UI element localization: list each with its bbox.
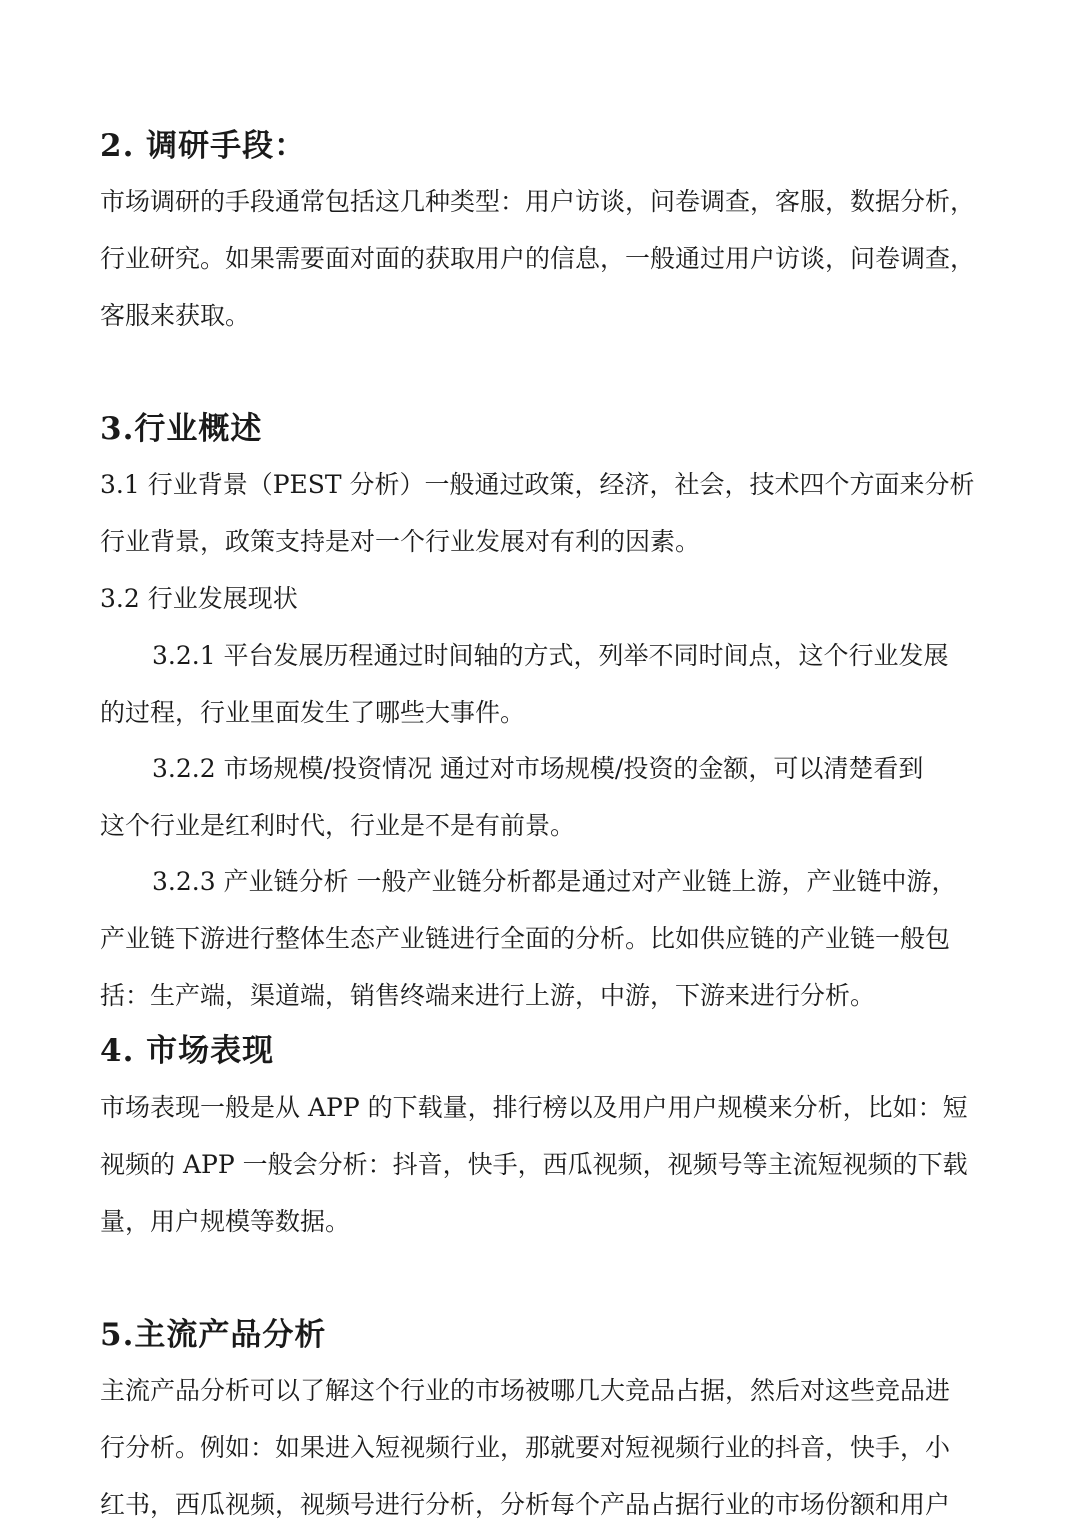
paragraph-line: 产业链下游进行整体生态产业链进行全面的分析。比如供应链的产业链一般包 <box>100 924 951 953</box>
paragraph-line: 这个行业是红利时代，行业是不是有前景。 <box>100 811 576 840</box>
paragraph-line: 行分析。例如：如果进入短视频行业，那就要对短视频行业的抖音，快手，小 <box>100 1433 951 1462</box>
paragraph-line: 市场表现一般是从 APP 的下载量，排行榜以及用户用户规模来分析，比如：短 <box>100 1093 968 1122</box>
section-5-heading: 5.主流产品分析 <box>100 1317 327 1353</box>
paragraph-line: 行业背景，政策支持是对一个行业发展对有利的因素。 <box>100 527 701 556</box>
paragraph-line: 括：生产端，渠道端，销售终端来进行上游，中游，下游来进行分析。 <box>100 981 876 1010</box>
paragraph-line: 3.2.3 产业链分析 一般产业链分析都是通过对产业链上游，产业链中游， <box>152 867 957 896</box>
paragraph-line: 3.2.2 市场规模/投资情况 通过对市场规模/投资的金额，可以清楚看到 <box>152 754 924 783</box>
paragraph-line: 红书，西瓜视频，视频号进行分析，分析每个产品占据行业的市场份额和用户 <box>100 1490 951 1519</box>
paragraph-line: 视频的 APP 一般会分析：抖音，快手，西瓜视频，视频号等主流短视频的下载 <box>100 1150 968 1179</box>
paragraph-line: 主流产品分析可以了解这个行业的市场被哪几大竞品占据，然后对这些竞品进 <box>100 1376 951 1405</box>
section-2-paragraph <box>100 173 1000 344</box>
section-5-paragraph <box>100 1362 1000 1533</box>
section-3-2-3-paragraph <box>100 853 1000 1024</box>
section-3-2-paragraph <box>100 570 1000 627</box>
paragraph-line: 的过程，行业里面发生了哪些大事件。 <box>100 698 526 727</box>
section-3-heading: 3.行业概述 <box>100 411 263 447</box>
paragraph-line: 3.2 行业发展现状 <box>100 584 298 613</box>
section-3-2-2-paragraph <box>100 740 1000 854</box>
paragraph-line: 行业研究。如果需要面对面的获取用户的信息，一般通过用户访谈，问卷调查， <box>100 244 976 273</box>
section-3-1-paragraph <box>100 456 1000 570</box>
section-4-heading: 4. 市场表现 <box>100 1033 275 1069</box>
paragraph-line: 3.2.1 平台发展历程通过时间轴的方式，列举不同时间点，这个行业发展 <box>152 641 949 670</box>
section-3-2-1-paragraph <box>100 627 1000 741</box>
paragraph-line: 市场调研的手段通常包括这几种类型：用户访谈，问卷调查，客服，数据分析， <box>100 187 976 216</box>
paragraph-line: 客服来获取。 <box>100 301 251 330</box>
section-4-paragraph <box>100 1079 1000 1250</box>
paragraph-line: 3.1 行业背景（PEST 分析）一般通过政策，经济，社会，技术四个方面来分析 <box>100 470 975 499</box>
paragraph-line: 量，用户规模等数据。 <box>100 1207 351 1236</box>
section-2-heading: 2. 调研手段： <box>100 128 307 164</box>
